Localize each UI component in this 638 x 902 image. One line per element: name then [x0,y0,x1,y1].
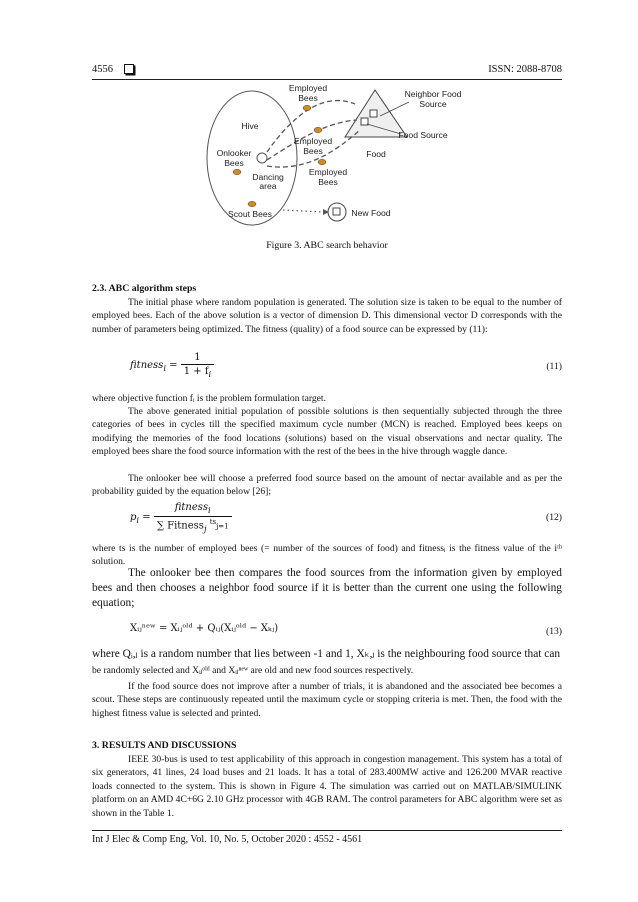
label-neighbor-2: Source [419,99,447,109]
paragraph: where objective function fᵢ is the problem formulation target. [92,393,326,404]
bee-icon [233,169,241,174]
paragraph: be randomly selected and Xᵢⱼᵒˡᵈ and Xᵢⱼⁿᵉʷ are old and new food sources respectively. [92,665,414,676]
label-food-source: Food Source [398,130,448,140]
label-scout: Scout Bees [228,209,272,219]
paragraph: The onlooker bee will choose a preferred food source based on the amount of nectar available and as per the probability guided by the equation below [26]; [92,473,562,498]
label-dancing-2: area [259,181,277,191]
figure-caption: Figure 3. ABC search behavior [266,240,388,251]
path-scout [283,210,323,212]
equation-number-12: (12) [546,512,562,523]
section-heading-2-3: 2.3. ABC algorithm steps [92,283,197,294]
bee-icon [314,127,322,132]
paragraph: If the food source does not improve after a number of trials, it is abandoned and the associated bee becomes a scout. These steps are continuously repeated until the maximum cycle or stopping criteria is met. Then, the food with the highest fitness value is selected and printed. [92,681,562,719]
bee-icon [248,201,256,206]
footer-citation: Int J Elec & Comp Eng, Vol. 10, No. 5, October 2020 : 4552 - 4561 [92,834,363,845]
paragraph: The initial phase where random population is generated. The solution size is taken to be equal to the number of employed bees. Each of the above solution is a vector of dimension D. This dimensional vector D corresponds with the number of parameters being optimized. The fitness (quality) of a food source can be expressed by (11): [92,297,562,335]
paragraph: where ts is the number of employed bees (= number of the sources of food) and fitnessᵢ is the fitness value of the iᵗʰ solution. [92,543,562,568]
label-employed-low-2: Bees [318,177,338,187]
label-dancing-1: Dancing [252,172,284,182]
label-neighbor-1: Neighbor Food [404,89,462,99]
equation-13: Xᵢⱼⁿᵉʷ = Xᵢⱼᵒˡᵈ + Qᵢⱼ(Xᵢⱼᵒˡᵈ − Xₖⱼ) [130,623,279,634]
page-number: 4556 [92,64,113,75]
paragraph: The onlooker bee then compares the food sources from the information given by employed bees and then chooses a neighbor food source if it is better than the current one using the following equation; [92,567,562,609]
footer-rule [92,830,562,831]
label-food: Food [366,149,386,159]
abc-figure [195,82,462,234]
label-new-food: New Food [351,208,391,218]
paragraph: IEEE 30-bus is used to test applicability of this approach in congestion management. This system has a total of six generators, 41 lines, 24 load buses and 21 loads. It has a total of 283.400MW active and 126.200 MVAR reactive loads connected to the system. This is shown in Figure 4. The simulation was carried out on MATLAB/SIMULINK platform on an AMD 4C+6G 2.10 GHz processor with 4GB RAM. The control parameters for ABC algorithm were set as shown in the Table 1. [92,754,562,819]
label-onlooker-1: Onlooker [216,148,252,158]
dancing-circle [257,153,267,163]
checkbox-icon [124,64,134,74]
paragraph: where Qᵢ,ⱼ is a random number that lies between -1 and 1, Xₖ,ⱼ is the neighbouring food source that can [92,648,561,660]
equation-number-13: (13) [546,626,562,637]
food-source-square [361,118,368,125]
label-hive: Hive [241,121,259,131]
label-employed-low-1: Employed [308,167,348,177]
label-employed-mid-1: Employed [293,136,333,146]
header-rule [92,79,562,80]
equation-number-11: (11) [546,361,562,372]
issn: ISSN: 2088-8708 [488,64,562,75]
label-employed-top-2: Bees [298,93,318,103]
bee-icon [318,159,326,164]
equation-11: fitness$_i$ = $\frac{1}{1 + f_i}$ [130,352,214,379]
new-food-square [333,208,340,215]
paragraph: The above generated initial population of possible solutions is then sequentially subjected through the three categories of bees in cycles till the specified maximum cycle number (MCN) is reached. Employed bees keeps on modifying the memories of the food locations (solutions) based on the visual observations and nectar quality. The employed bees share the food source information with the rest of the bees in the hive through waggle dance. [92,406,562,458]
label-onlooker-2: Bees [224,158,244,168]
label-employed-top-1: Employed [288,83,328,93]
equation-12: $p_i$ = $\frac{fitness_i}{\sum Fitness_j ^{ts}j=1}$ [130,502,232,533]
section-heading-3: 3. RESULTS AND DISCUSSIONS [92,740,237,751]
bee-icon [303,105,311,110]
label-employed-mid-2: Bees [303,146,323,156]
neighbor-food-square [370,110,377,117]
